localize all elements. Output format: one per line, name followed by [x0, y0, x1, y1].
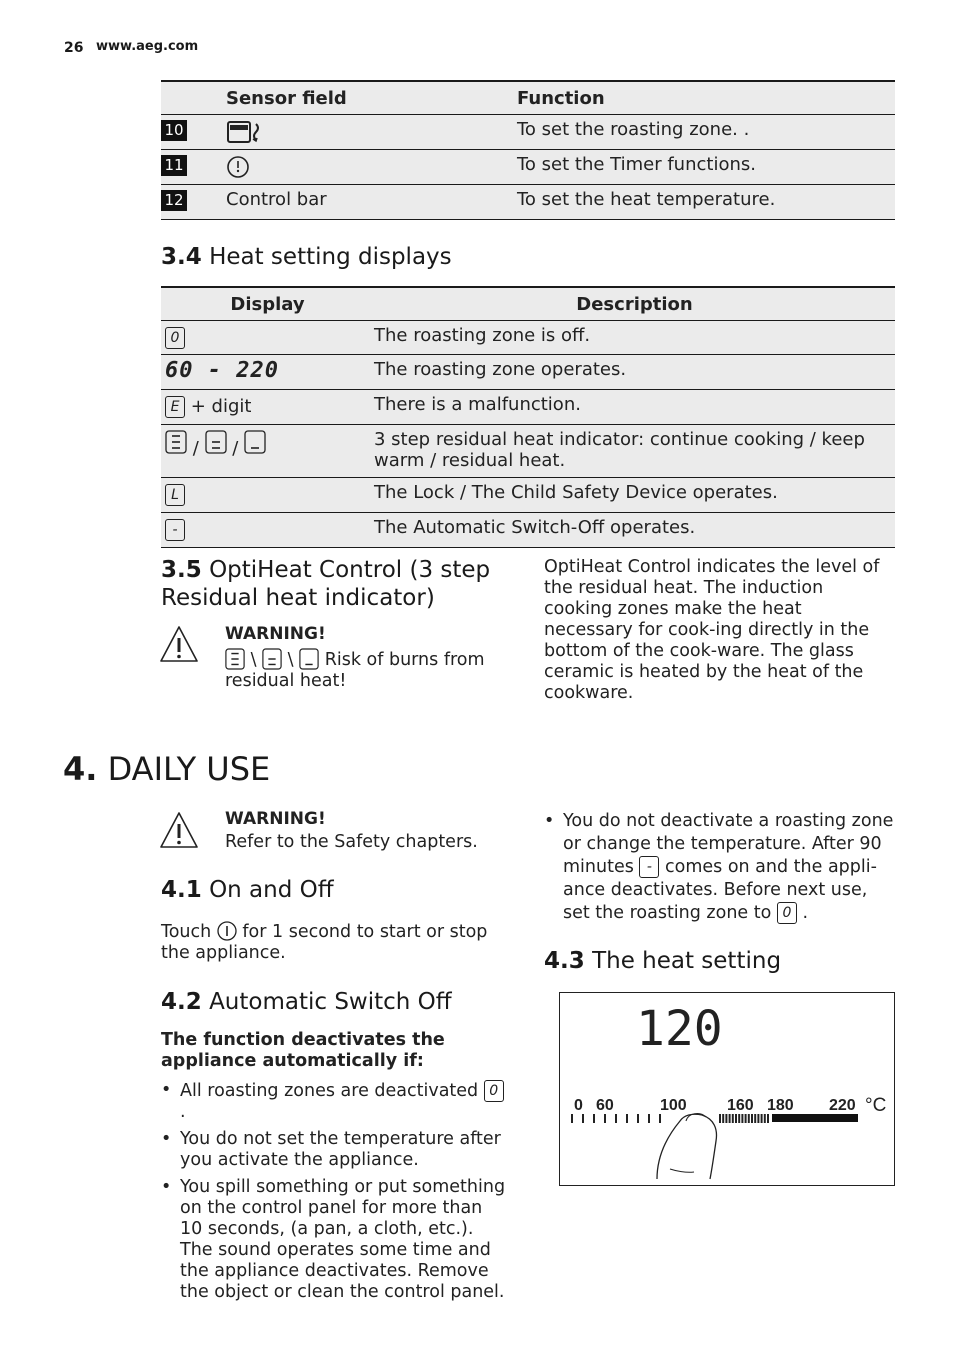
separator: \ [250, 650, 257, 670]
separator: / [192, 438, 199, 459]
display-digits: 120 [636, 1001, 723, 1057]
list-item: • You do not deactivate a roasting zone or change the temperature. After 90 minutes - comes on and the appli-ance deactivates. Before next use, set the roasting zone to 0 . [544, 810, 894, 925]
separator: / [232, 438, 239, 459]
col-description: Description [374, 287, 895, 321]
warning-icon [159, 811, 199, 853]
warning-block-3-5 [225, 624, 515, 692]
col-sensor-field: Sensor field [226, 81, 517, 115]
chapter-title: 4. DAILY USE [63, 750, 271, 788]
timer-icon [226, 163, 252, 184]
display-zero-symbol: 0 [777, 902, 797, 924]
table-row [161, 513, 895, 548]
table-row [161, 185, 895, 220]
scale-label: 180 [767, 1097, 794, 1114]
function-text: To set the Timer functions. [517, 150, 895, 185]
function-text: To set the roasting zone. . [517, 115, 895, 150]
scale-label: 60 [596, 1097, 614, 1114]
display-lock-symbol: L [165, 484, 185, 506]
description-text: The Automatic Switch-Off operates. [374, 513, 895, 548]
residual-heat-medium-icon [205, 438, 227, 459]
unit-label: °C [865, 1095, 887, 1116]
description-text: The roasting zone operates. [374, 355, 895, 390]
description-text: The roasting zone is off. [374, 321, 895, 355]
warning-title: WARNING! [225, 809, 326, 829]
row-number-badge: 10 [161, 120, 187, 141]
scale-label: 160 [727, 1097, 754, 1114]
warning-block-4 [225, 809, 515, 853]
warning-text: Risk of burns from residual heat! [225, 650, 485, 691]
warning-icon [159, 625, 199, 667]
scale-label: 0 [574, 1097, 583, 1114]
table-row [161, 355, 895, 390]
page-number: 26 [64, 40, 84, 56]
section-heading-3-5: 3.5 OptiHeat Control (3 step Residual heat indicator) [161, 557, 491, 611]
residual-heat-low-icon [244, 438, 266, 459]
display-suffix: + digit [190, 396, 252, 417]
description-text: 3 step residual heat indicator: continue cooking / keep warm / residual heat. [374, 425, 895, 478]
separator: \ [287, 650, 294, 670]
auto-switch-list [161, 1080, 506, 1309]
residual-heat-high-icon [165, 438, 187, 459]
section-heading-4-3: 4.3 The heat setting [544, 948, 782, 974]
display-switchoff-symbol: - [165, 519, 185, 541]
optiheat-description: OptiHeat Control indicates the level of the residual heat. The induction cooking zones make the heat necessary for cook-ing directly in the bottom of the cook-ware. The glass ceramic is heated by the heat of the cookware. [544, 557, 880, 703]
row-number-badge: 11 [161, 155, 187, 176]
display-range-symbol: 60 - 220 [165, 358, 279, 383]
residual-heat-medium-icon [262, 650, 282, 670]
scale-label: 220 [829, 1097, 856, 1114]
auto-switch-list-right [544, 810, 894, 931]
function-text: To set the heat temperature. [517, 185, 895, 220]
section-heading-3-4: 3.4 Heat setting displays [161, 244, 452, 270]
row-number-badge: 12 [161, 190, 187, 211]
roasting-zone-icon [226, 128, 264, 149]
description-text: The Lock / The Child Safety Device operates. [374, 478, 895, 513]
sensor-field-table [161, 80, 895, 220]
table-row [161, 390, 895, 425]
description-text: There is a malfunction. [374, 390, 895, 425]
display-zero-symbol: 0 [165, 327, 185, 349]
auto-switch-intro: The function deactivates the appliance automatically if: [161, 1030, 445, 1071]
heat-setting-table [161, 286, 895, 548]
table-row [161, 321, 895, 355]
power-icon [217, 922, 237, 942]
table-row [161, 150, 895, 185]
warning-text: Refer to the Safety chapters. [225, 832, 478, 852]
table-row [161, 115, 895, 150]
table-row [161, 478, 895, 513]
list-item: • You spill something or put something on the control panel for more than 10 seconds, (a pan, a cloth, etc.). The sound operates some time and the appliance deactivates. Remove the object or clean the control panel. [161, 1177, 506, 1303]
residual-heat-high-icon [225, 650, 245, 670]
section-heading-4-2: 4.2 Automatic Switch Off [161, 989, 452, 1015]
warning-title: WARNING! [225, 624, 326, 644]
display-switchoff-symbol: - [639, 856, 659, 878]
header-url: www.aeg.com [96, 39, 199, 54]
col-display: Display [161, 287, 374, 321]
section-heading-4-1: 4.1 On and Off [161, 877, 334, 903]
scale-bar-solid [772, 1114, 858, 1122]
residual-heat-low-icon [299, 650, 319, 670]
finger-icon [657, 1114, 716, 1179]
control-panel-illustration [559, 992, 895, 1186]
on-off-text: Touch for 1 second to start or stop the appliance. [161, 922, 488, 963]
col-function: Function [517, 81, 895, 115]
display-error-symbol: E [165, 396, 185, 418]
scale-label: 100 [660, 1097, 687, 1114]
sensor-field-text: Control bar [226, 185, 517, 220]
list-item: • You do not set the temperature after you activate the appliance. [161, 1129, 506, 1171]
list-item: • All roasting zones are deactivated 0 . [161, 1080, 506, 1123]
display-zero-symbol: 0 [484, 1080, 504, 1102]
table-row [161, 425, 895, 478]
